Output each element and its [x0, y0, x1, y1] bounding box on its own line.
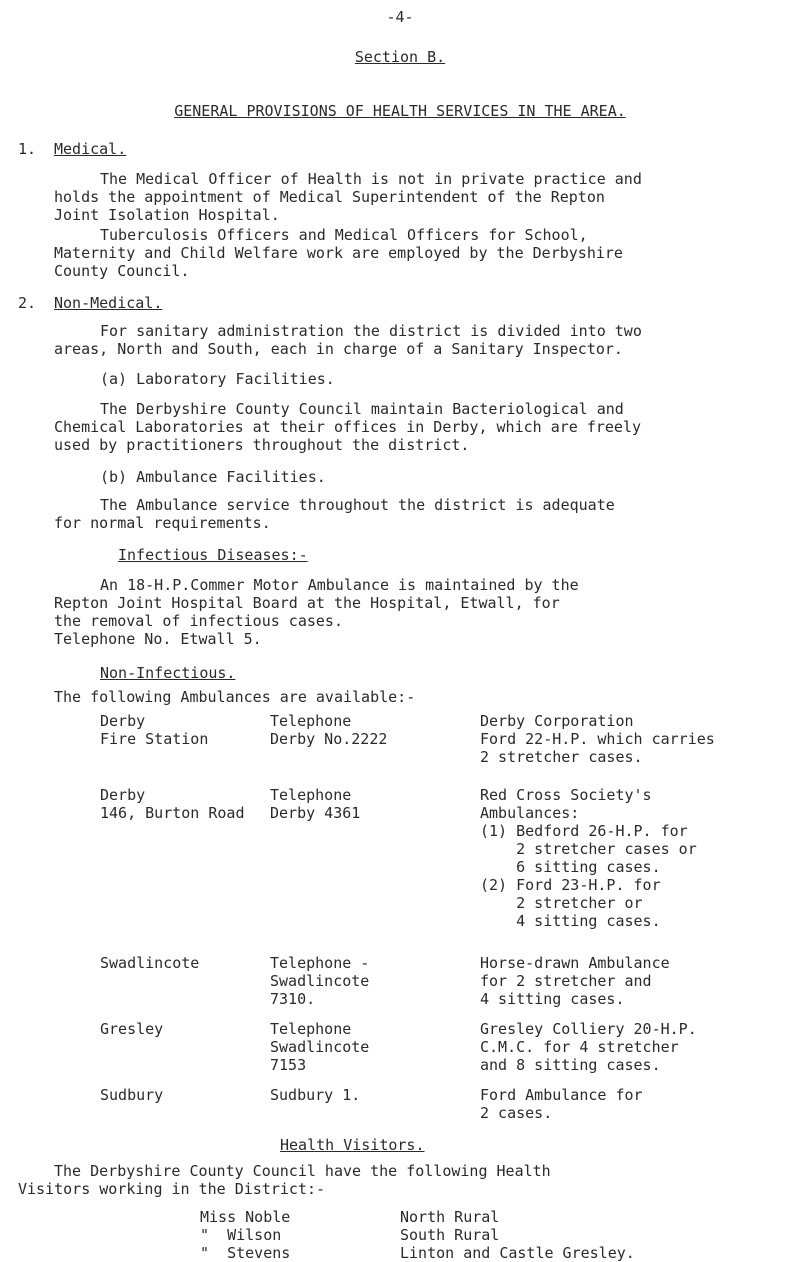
- health-visitor-name: " Wilson: [200, 1226, 282, 1244]
- non-medical-para-line1: For sanitary administration the district is divided into two: [100, 322, 642, 340]
- medical-para1-line1: The Medical Officer of Health is not in private practice and: [100, 170, 642, 188]
- ambulance-phone: [270, 712, 387, 748]
- ambulance-description-line: C.M.C. for 4 stretcher: [480, 1038, 679, 1056]
- ambulance-phone: [270, 1020, 369, 1074]
- main-heading-text: GENERAL PROVISIONS OF HEALTH SERVICES IN THE AREA.: [174, 102, 626, 120]
- health-visitors-intro-line2: Visitors working in the District:-: [18, 1180, 326, 1198]
- ambulance-phone: [270, 954, 369, 1008]
- ambulance-description-line: for 2 stretcher and: [480, 972, 652, 990]
- section-title: [0, 48, 800, 66]
- ambulance-description-line: (2) Ford 23-H.P. for: [480, 876, 661, 894]
- ambulance-description: [480, 786, 697, 930]
- ambulance-description-line: 2 stretcher or: [480, 894, 643, 912]
- medical-para2-line3: County Council.: [54, 262, 190, 280]
- infectious-line3: the removal of infectious cases.: [54, 612, 343, 630]
- infectious-line4: Telephone No. Etwall 5.: [54, 630, 262, 648]
- ambulance-phone: [270, 786, 360, 822]
- non-medical-para-line2: areas, North and South, each in charge of a Sanitary Inspector.: [54, 340, 623, 358]
- ambulance-phone: [270, 1086, 360, 1104]
- ambulance-phone-line: 7310.: [270, 990, 316, 1008]
- health-visitor-district: North Rural: [400, 1208, 500, 1226]
- ambulance-place-line: Gresley: [100, 1020, 164, 1038]
- ambulance-place-line: Derby: [100, 786, 146, 804]
- lab-line1: The Derbyshire County Council maintain Bacteriological and: [100, 400, 624, 418]
- ambulance-description-line: 4 sitting cases.: [480, 990, 625, 1008]
- medical-para2-line2: Maternity and Child Welfare work are employed by the Derbyshire: [54, 244, 623, 262]
- medical-number: 1.: [18, 140, 37, 158]
- medical-para1-line3: Joint Isolation Hospital.: [54, 206, 280, 224]
- section-title-text: Section B.: [354, 48, 446, 66]
- ambulance-phone-line: Derby 4361: [270, 804, 361, 822]
- ambulance-description-line: Red Cross Society's: [480, 786, 652, 804]
- non-infectious-intro: The following Ambulances are available:-: [54, 688, 416, 706]
- ambulance-heading: (b) Ambulance Facilities.: [100, 468, 326, 486]
- ambulance-place-line: Swadlincote: [100, 954, 200, 972]
- ambulance-description: [480, 1086, 643, 1122]
- lab-line2: Chemical Laboratories at their offices in Derby, which are freely: [54, 418, 641, 436]
- health-visitor-name: " Stevens: [200, 1244, 291, 1262]
- ambulance-phone-line: Telephone: [270, 786, 352, 804]
- non-medical-number: 2.: [18, 294, 37, 312]
- health-visitor-name: Miss Noble: [200, 1208, 291, 1226]
- medical-heading: Medical.: [54, 140, 127, 158]
- ambulance-description: [480, 1020, 697, 1074]
- infectious-line1: An 18-H.P.Commer Motor Ambulance is maintained by the: [100, 576, 579, 594]
- ambulance-place: [100, 786, 245, 822]
- lab-heading: (a) Laboratory Facilities.: [100, 370, 335, 388]
- ambulance-place: [100, 1086, 163, 1104]
- ambulance-description-line: (1) Bedford 26-H.P. for: [480, 822, 688, 840]
- infectious-heading: Infectious Diseases:-: [118, 546, 308, 564]
- ambulance-description-line: 2 stretcher cases.: [480, 748, 643, 766]
- health-visitors-intro-line1: The Derbyshire County Council have the following Health: [54, 1162, 551, 1180]
- ambulance-line1: The Ambulance service throughout the district is adequate: [100, 496, 615, 514]
- ambulance-description: [480, 712, 715, 766]
- ambulance-description-line: Ford 22-H.P. which carries: [480, 730, 715, 748]
- ambulance-place-line: Fire Station: [100, 730, 209, 748]
- ambulance-description-line: 4 sitting cases.: [480, 912, 661, 930]
- ambulance-phone-line: 7153: [270, 1056, 307, 1074]
- ambulance-line2: for normal requirements.: [54, 514, 271, 532]
- page-number: -4-: [386, 8, 414, 26]
- ambulance-description-line: Derby Corporation: [480, 712, 634, 730]
- health-visitors-heading: Health Visitors.: [280, 1136, 425, 1154]
- ambulance-phone-line: Sudbury 1.: [270, 1086, 361, 1104]
- main-heading: [0, 102, 800, 120]
- ambulance-phone-line: Swadlincote: [270, 972, 370, 990]
- non-infectious-heading: Non-Infectious.: [100, 664, 236, 682]
- ambulance-phone-line: Derby No.2222: [270, 730, 388, 748]
- medical-para1-line2: holds the appointment of Medical Superintendent of the Repton: [54, 188, 605, 206]
- ambulance-phone-line: Telephone: [270, 712, 352, 730]
- ambulance-place-line: 146, Burton Road: [100, 804, 245, 822]
- ambulance-description-line: and 8 sitting cases.: [480, 1056, 661, 1074]
- ambulance-phone-line: Telephone: [270, 1020, 352, 1038]
- health-visitor-district: Linton and Castle Gresley.: [400, 1244, 635, 1262]
- ambulance-description: [480, 954, 670, 1008]
- ambulance-place: [100, 712, 208, 748]
- infectious-line2: Repton Joint Hospital Board at the Hospital, Etwall, for: [54, 594, 560, 612]
- medical-para2-line1: Tuberculosis Officers and Medical Officers for School,: [100, 226, 588, 244]
- ambulance-place-line: Derby: [100, 712, 146, 730]
- ambulance-description-line: Horse-drawn Ambulance: [480, 954, 670, 972]
- lab-line3: used by practitioners throughout the district.: [54, 436, 470, 454]
- ambulance-place: [100, 1020, 163, 1038]
- ambulance-description-line: Gresley Colliery 20-H.P.: [480, 1020, 697, 1038]
- ambulance-description-line: 2 cases.: [480, 1104, 553, 1122]
- ambulance-description-line: Ambulances:: [480, 804, 580, 822]
- ambulance-phone-line: Telephone -: [270, 954, 370, 972]
- ambulance-place: [100, 954, 199, 972]
- ambulance-place-line: Sudbury: [100, 1086, 164, 1104]
- ambulance-description-line: 2 stretcher cases or: [480, 840, 697, 858]
- health-visitor-district: South Rural: [400, 1226, 500, 1244]
- ambulance-description-line: Ford Ambulance for: [480, 1086, 643, 1104]
- ambulance-description-line: 6 sitting cases.: [480, 858, 661, 876]
- non-medical-heading: Non-Medical.: [54, 294, 163, 312]
- ambulance-phone-line: Swadlincote: [270, 1038, 370, 1056]
